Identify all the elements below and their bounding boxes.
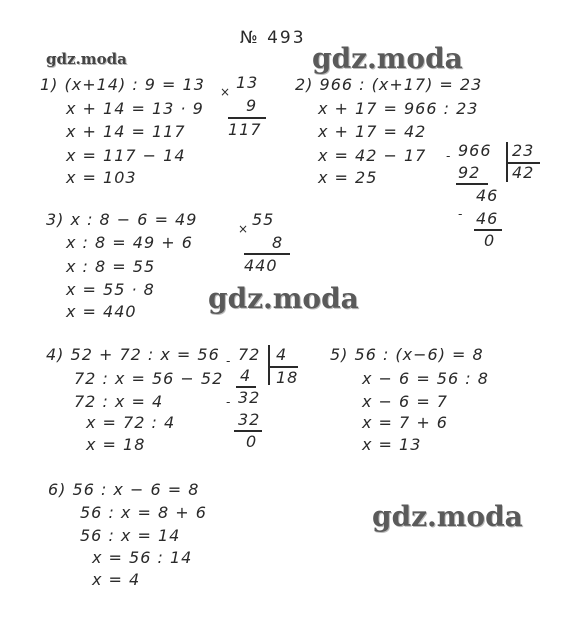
equation-line: 3) x : 8 − 6 = 49: [46, 210, 198, 229]
minus-sign: -: [446, 149, 452, 163]
equation-line: x = 42 − 17: [318, 146, 427, 165]
factor: 8: [272, 233, 284, 252]
equation-line: x + 17 = 966 : 23: [318, 99, 479, 118]
sum-line: [228, 117, 266, 119]
equation-line: x + 14 = 117: [66, 122, 186, 141]
equation-line: x = 7 + 6: [362, 413, 448, 432]
minus-sign: -: [458, 207, 464, 221]
remainder: 32: [238, 388, 261, 407]
equation-line: x : 8 = 55: [66, 257, 156, 276]
answer-line: x = 4: [92, 570, 141, 589]
equation-line: 1) (x+14) : 9 = 13: [40, 75, 205, 94]
watermark: gdz.moda: [46, 50, 127, 68]
subtrahend: 46: [476, 209, 499, 228]
factor: 13: [236, 73, 259, 92]
subtrahend: 92: [458, 163, 481, 182]
equation-line: 72 : x = 56 − 52: [74, 369, 224, 388]
answer-line: x = 13: [362, 435, 422, 454]
answer-line: x = 18: [86, 435, 146, 454]
equation-line: x + 14 = 13 · 9: [66, 99, 204, 118]
exercise-number: № 493: [240, 28, 306, 48]
product: 440: [244, 256, 278, 275]
factor: 55: [252, 210, 275, 229]
dividend: 72: [238, 345, 261, 364]
sum-line: [244, 253, 290, 255]
remainder: 0: [484, 231, 496, 250]
answer-line: x = 440: [66, 302, 137, 321]
subtract-line: [456, 183, 488, 185]
minus-sign: -: [226, 354, 232, 368]
divisor: 23: [512, 141, 535, 160]
product: 117: [228, 120, 262, 139]
equation-line: 6) 56 : x − 6 = 8: [48, 480, 200, 499]
dividend: 966: [458, 141, 492, 160]
factor: 9: [246, 96, 258, 115]
multiply-sign: ×: [238, 222, 250, 236]
quotient: 18: [276, 368, 299, 387]
division-bar: [268, 345, 270, 385]
remainder: 0: [246, 432, 258, 451]
answer-line: x = 25: [318, 168, 378, 187]
watermark: gdz.moda: [208, 282, 359, 315]
minus-sign: -: [226, 395, 232, 409]
watermark: gdz.moda: [372, 500, 523, 533]
equation-line: x = 72 : 4: [86, 413, 176, 432]
remainder: 46: [476, 186, 499, 205]
equation-line: 56 : x = 8 + 6: [80, 503, 207, 522]
watermark: gdz.moda: [312, 42, 463, 75]
subtrahend: 4: [240, 366, 252, 385]
equation-line: x = 56 : 14: [92, 548, 193, 567]
subtrahend: 32: [238, 410, 261, 429]
multiply-sign: ×: [220, 85, 232, 99]
equation-line: 2) 966 : (x+17) = 23: [295, 75, 483, 94]
quotient: 42: [512, 163, 535, 182]
equation-line: x = 117 − 14: [66, 146, 186, 165]
equation-line: x + 17 = 42: [318, 122, 427, 141]
equation-line: x : 8 = 49 + 6: [66, 233, 193, 252]
equation-line: x − 6 = 7: [362, 392, 448, 411]
divisor: 4: [276, 345, 288, 364]
equation-line: 72 : x = 4: [74, 392, 164, 411]
equation-line: 5) 56 : (x−6) = 8: [330, 345, 484, 364]
answer-line: x = 103: [66, 168, 137, 187]
equation-line: x − 6 = 56 : 8: [362, 369, 489, 388]
equation-line: x = 55 · 8: [66, 280, 155, 299]
equation-line: 4) 52 + 72 : x = 56: [46, 345, 220, 364]
equation-line: 56 : x = 14: [80, 526, 181, 545]
